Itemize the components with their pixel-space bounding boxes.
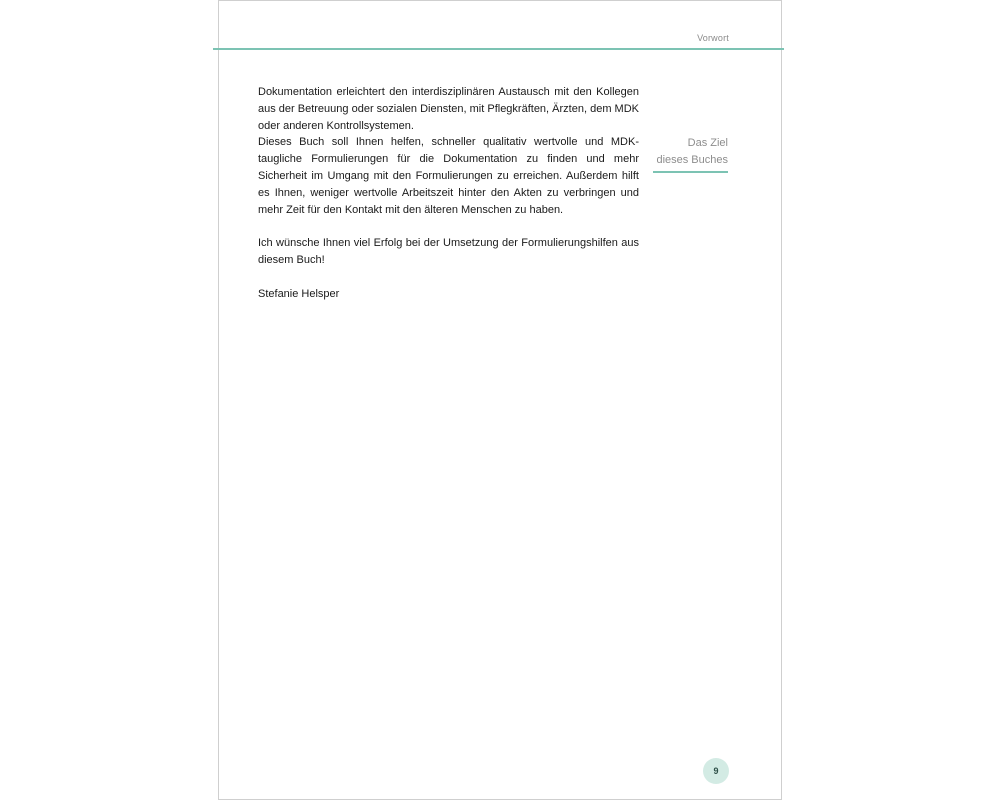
paragraph-book-purpose: Dieses Buch soll Ihnen helfen, schneller qualitativ wertvolle und MDK-taugliche Formulierungen für die Dokumentation zu finden und mehr Sicherheit im Umgang mit den Formulierungen zu erreichen. Außerdem hilft es Ihnen, weniger wertvolle Arbeitszeit hinter den Akten zu verbringen und mehr Zeit für den Kontakt mit den älteren Menschen zu haben. bbox=[258, 136, 639, 216]
page-number-badge: 9 bbox=[703, 758, 729, 784]
header-rule bbox=[213, 48, 784, 50]
paragraph-documentation: Dokumentation erleichtert den interdisziplinären Austausch mit den Kollegen aus der Betreuung oder sozialen Diensten, mit Pflegkräften, Ärzten, dem MDK oder anderen Kontrollsystemen. bbox=[258, 86, 639, 132]
body-text bbox=[258, 84, 639, 302]
author-signature-line: Stefanie Helsper bbox=[258, 287, 340, 300]
paragraph-wishes: Ich wünsche Ihnen viel Erfolg bei der Umsetzung der Formulierungshilfen aus diesem Buch! bbox=[258, 237, 639, 266]
margin-note: Das Ziel dieses Buches bbox=[653, 135, 728, 173]
running-head: Vorwort bbox=[697, 33, 729, 43]
